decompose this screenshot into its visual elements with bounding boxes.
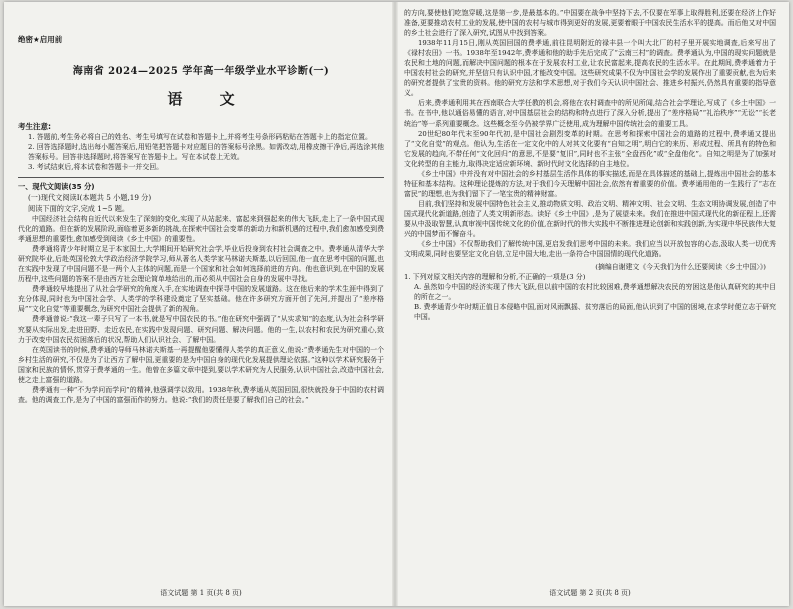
passage-paragraph: 1938年11月15日,刚从英国回国的费孝通,前往昆明附近的禄丰县一个叫大北厂的村子里开展实地调查,后来写出了《禄村农田》一书。1938年至1942年,费孝通和他的助手先后完成了“云南三村”的调查。费孝通认为,中国的现实问题就是农民和土地的问题,而解决中国问题的根本在于发展农村工业,让农民富起来,提高农民的生活水平。在此期间,费孝通着力于中国农村社会的研究,并坚信只有认识中国,才能改变中国。这些研究成果不仅为中国社会学的发展作出了重要贡献,也为后来的研究者提供了宝贵的资料。他的研究方法和学术思想,对于我们今天认识中国社会、推进乡村振兴,仍然具有重要的指导意义。 <box>404 39 776 98</box>
option-a: A. 虽然如今中国的经济实现了伟大飞跃,但以前中国的农村比较困难,费孝通想解决农民的穷困这是他认真研究的其中目的所在之一。 <box>414 283 776 302</box>
passage-source: (摘编自谢建文《今天我们为什么还要阅读〈乡土中国〉》) <box>595 263 766 272</box>
divider <box>18 177 384 178</box>
passage-paragraph: 后来,费孝通利用其在西南联合大学任教的机会,将他在农村调查中的所见所闻,结合社会学理论,写成了《乡土中国》一书。在书中,他以通俗易懂的语言,对中国基层社会的结构和特点进行了深入分析,提出了“差序格局”“礼治秩序”“无讼”“长老统治”等一系列重要概念。这些概念至今仍被学界广泛使用,成为理解中国传统社会的重要工具。 <box>404 99 776 128</box>
page-2 <box>404 8 776 600</box>
reading-instruction: 阅读下面的文字,完成 1~5 题。 <box>28 204 130 213</box>
exam-title: 海南省 2024—2025 学年高一年级学业水平诊断(一) <box>72 66 330 77</box>
notice-item: 2. 回答选择题时,选出每小题答案后,用铅笔把答题卡对应题目的答案标号涂黑。如需改动,用橡皮擦干净后,再选涂其他答案标号。回答非选择题时,将答案写在答题卡上。写在本试卷上无效。 <box>28 143 384 161</box>
passage-paragraph: 费孝通曾说:“我这一辈子只写了一本书,就是写中国农民的书。”他在研究中强调了“从实求知”的态度,认为社会科学研究要从实际出发,走进田野、走近农民,在实践中发现问题、研究问题、解决问题。他的一生,以农村和农民为研究重心,致力于改变中国农民贫困落后的状况,帮助人们认识社会、了解中国。 <box>18 315 384 344</box>
passage-paragraph: 目前,我们坚持和发展中国特色社会主义,推动物质文明、政治文明、精神文明、社会文明、生态文明协调发展,创造了中国式现代化新道路,创造了人类文明新形态。读好《乡土中国》,是为了展望未来。我们在推进中国式现代化的新征程上,还需要从中汲取智慧,认真审视中国传统文化的价值,在新时代的伟大实践中不断推进理论创新和实践创新,为实现中华民族伟大复兴的中国梦而不懈奋斗。 <box>404 199 776 239</box>
page-footer: 语文试题 第 1 页(共 8 页) <box>160 589 242 597</box>
notice-heading: 考生注意: <box>18 122 51 131</box>
passage-paragraph: 《乡土中国》不仅帮助我们了解传统中国,更启发我们思考中国的未来。我们应当以开放包容的心态,汲取人类一切优秀文明成果,同时也要坚定文化自信,立足中国大地,走出一条符合中国国情的现代化道路。 <box>404 240 776 259</box>
notice-item: 3. 考试结束后,将本试卷和答题卡一并交回。 <box>28 163 163 171</box>
passage-paragraph: 中国经济社会结构自近代以来发生了深刻的变化,实现了从站起来、富起来到强起来的伟大飞跃,走上了一条中国式现代化的道路。但在新的发展阶段,面临着更多新的挑战,在探索中国社会变革的新动力和新机遇的过程中,我们愈加感受到费孝通思想的重要性,愈加感受到阅读《乡土中国》的重要性。 <box>18 215 384 244</box>
passage-paragraph: 的方向,要使他们吃饱穿暖,这是第一步,是最基本的。”中国要在战争中坚持下去,不仅要在军事上取得胜利,还要在经济上作好准备,更要推动农村工业的发展,使中国的农村与城市得到更好的发展,更要着眼于中国农民生活水平的提高。而后他又对中国的乡土社会进行了深入研究,试图从中找到答案。 <box>404 9 776 38</box>
page-fold <box>392 2 398 606</box>
passage-paragraph: 《乡土中国》中并没有对中国社会的乡村基层生活作具体的事实描述,而是在具体描述的基础上,提炼出中国社会的基本特征和基本结构。这种理论提炼的方法,对于我们今天理解中国社会,依然有着重要的价值。费孝通用他的一生践行了“志在富民”的理想,也为我们留下了一笔宝贵的精神财富。 <box>404 169 776 198</box>
section-heading: 一、现代文阅读(35 分) <box>18 182 95 191</box>
confidential-label: 绝密★启用前 <box>18 35 63 44</box>
page-1 <box>18 8 384 600</box>
page-footer: 语文试题 第 2 页(共 8 页) <box>549 589 631 597</box>
passage-paragraph: 在英国读书的时候,费孝通的导师马林诺夫斯基一再提醒他要懂得人类学的真正意义,他说:“费孝通先生对中国的一个乡村生活的研究,不仅是为了让西方了解中国,更重要的是为中国自身的现代化发展提供理论依据。”这种以学术研究服务于国家和民族的情怀,贯穿于费孝通的一生。他曾在多篇文章中提到,要以学术研究为人民服务,认识中国社会,改造中国社会,使之走上富强的道路。 <box>18 345 384 384</box>
question-1: 1. 下列对原文相关内容的理解和分析,不正确的一项是(3 分) <box>404 273 586 282</box>
notice-list <box>18 132 384 172</box>
passage-paragraph: 费孝通较早地提出了从社会学研究的角度入手,在实地调查中探寻中国的发展道路。这在他后来的学术生涯中得到了充分体现,同时也为中国社会学、人类学的学科建设奠定了坚实基础。他在许多研究方面开创了先河,并提出了“差序格局”“文化自觉”等重要概念,为研究中国社会提供了新的视角。 <box>18 285 384 314</box>
subject-title: 语 文 <box>167 90 251 108</box>
subsection-heading: (一)现代文阅读Ⅰ(本题共 5 小题,19 分) <box>28 193 152 202</box>
passage-paragraph: 费孝通将青少年时期立足于本家国土,大学期间开始研究社会学,毕业后投身到农村社会调查之中。费孝通从清华大学研究院毕业,后赴英国伦敦大学政治经济学院学习,师从著名人类学家马林诺夫斯基,以后回国,他一直在思考中国的问题,也在实践中发现了中国问题不是一两个人主体的问题,而是一个国家和社会如何选择前进的方向。他也意识到,在中国的发展历程中,这些问题的答案不是由西方社会理论简单地给出的,而必须从中国社会自身的发展中寻找。 <box>18 245 384 284</box>
notice-item: 1. 答题前,考生务必将自己的姓名、考生号填写在试卷和答题卡上,并将考生号条形码粘贴在答题卡上的指定位置。 <box>28 133 372 141</box>
passage-paragraph: 20世纪80年代末至90年代初,是中国社会剧烈变革的时期。在思考和探索中国社会的道路的过程中,费孝通又提出了“文化自觉”的观点。他认为,生活在一定文化中的人对其文化要有“自知之明”,明白它的来历、形成过程、所具有的特色和它发展的趋向,不带任何“文化回归”的意思,不是要“复旧”,同时也不主张“全盘西化”或“全盘他化”。自知之明是为了加强对文化转型的自主能力,取得决定适应新环境、新时代时文化选择的自主地位。 <box>404 129 776 168</box>
option-b: B. 费孝通青少年时期正值日本侵略中国,面对风雨飘摇、贫穷落后的局面,他认识到了中国的困境,在求学时便立志于研究中国。 <box>414 303 776 322</box>
passage-paragraph: 费孝通有一种“不为学问而学问”的精神,他强调学以致用。1938年秋,费孝通从英国回国,很快就投身于中国的农村调查。他的调查工作,是为了中国的富强而作的努力。他说:“我们的责任是要了解我们自己的社会。” <box>18 385 384 404</box>
